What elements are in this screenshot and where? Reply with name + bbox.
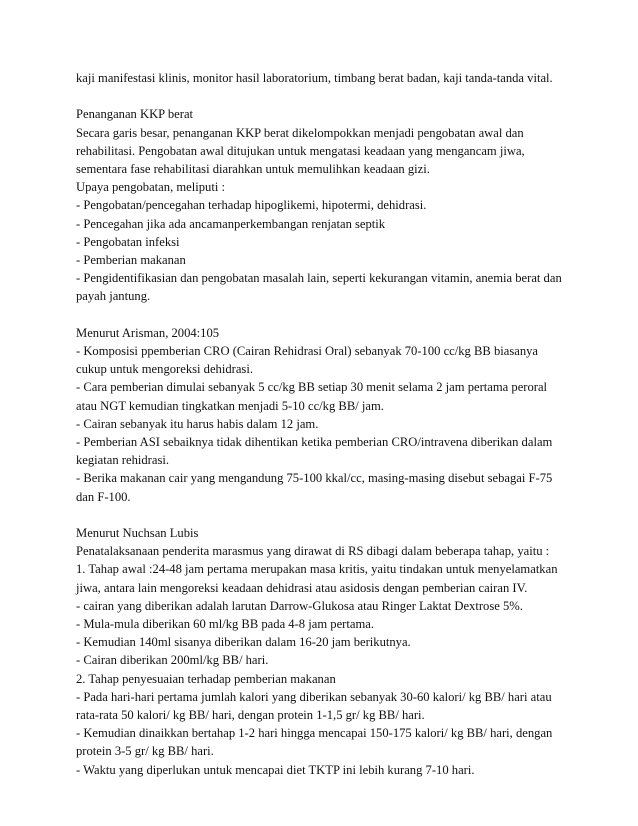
text-line: rata-rata 50 kalori/ kg BB/ hari, dengan protein 1-1,5 gr/ kg BB/ hari. xyxy=(76,708,425,723)
text-line: kaji manifestasi klinis, monitor hasil laboratorium, timbang berat badan, kaji tanda-tanda vital. xyxy=(76,71,553,85)
text-line: Penatalaksanaan penderita marasmus yang dirawat di RS dibagi dalam beberapa tahap, yaitu : xyxy=(76,544,550,559)
text-line: cukup untuk mengoreksi dehidrasi. xyxy=(76,362,253,377)
list-item: - Kemudian 140ml sisanya diberikan dalam 16-20 jam berikutnya. xyxy=(76,635,411,650)
text-line: protein 3-5 gr/ kg BB/ hari. xyxy=(76,744,214,759)
list-item: 1. Tahap awal :24-48 jam pertama merupakan masa kritis, yaitu tindakan untuk menyelamatkan xyxy=(76,562,558,577)
list-item: - Cairan sebanyak itu harus habis dalam 12 jam. xyxy=(76,416,319,431)
text-line: rehabilitasi. Pengobatan awal ditujukan untuk mengatasi keadaan yang mengancam jiwa, xyxy=(76,143,525,158)
text-line: atau NGT kemudian tingkatkan menjadi 5-10 cc/kg BB/ jam. xyxy=(76,398,384,413)
arisman-section xyxy=(76,324,576,506)
list-item: - Mula-mula diberikan 60 ml/kg BB pada 4-8 jam pertama. xyxy=(76,617,374,632)
list-item: - cairan yang diberikan adalah larutan Darrow-Glukosa atau Ringer Laktat Dextrose 5%. xyxy=(76,598,523,613)
intro-paragraph xyxy=(76,69,576,87)
lubis-section xyxy=(76,524,576,779)
paragraph-gap xyxy=(76,87,576,105)
list-item: - Kemudian dinaikkan bertahap 1-2 hari hingga mencapai 150-175 kalori/ kg BB/ hari, dengan xyxy=(76,726,553,741)
list-item: - Pengidentifikasian dan pengobatan masalah lain, seperti kekurangan vitamin, anemia berat dan xyxy=(76,271,562,286)
kkp-section xyxy=(76,105,576,305)
list-item: - Cairan diberikan 200ml/kg BB/ hari. xyxy=(76,653,269,668)
list-item: 2. Tahap penyesuaian terhadap pemberian makanan xyxy=(76,671,336,686)
text-line: Secara garis besar, penanganan KKP berat dikelompokkan menjadi pengobatan awal dan xyxy=(76,125,524,140)
text-line: sementara fase rehabilitasi diarahkan untuk memulihkan keadaan gizi. xyxy=(76,162,430,176)
section-heading: Penanganan KKP berat xyxy=(76,107,194,122)
list-item: - Pengobatan/pencegahan terhadap hipoglikemi, hipotermi, dehidrasi. xyxy=(76,198,427,213)
section-heading: Menurut Nuchsan Lubis xyxy=(76,526,199,541)
text-line: Upaya pengobatan, meliputi : xyxy=(76,180,225,195)
list-item: - Pada hari-hari pertama jumlah kalori yang diberikan sebanyak 30-60 kalori/ kg BB/ hari atau xyxy=(76,689,552,704)
list-item: - Waktu yang diperlukan untuk mencapai diet TKTP ini lebih kurang 7-10 hari. xyxy=(76,762,475,777)
list-item: - Pencegahan jika ada ancamanperkembangan renjatan septik xyxy=(76,216,386,231)
list-item: - Komposisi ppemberian CRO (Cairan Rehidrasi Oral) sebanyak 70-100 cc/kg BB biasanya xyxy=(76,344,539,359)
list-item: - Berika makanan cair yang mengandung 75-100 kkal/cc, masing-masing disebut sebagai F-75 xyxy=(76,471,553,486)
paragraph-gap xyxy=(76,306,576,324)
document-page xyxy=(76,69,576,779)
list-item: - Cara pemberian dimulai sebanyak 5 cc/kg BB setiap 30 menit selama 2 jam pertama peroral xyxy=(76,380,548,395)
list-item: - Pemberian makanan xyxy=(76,253,186,268)
list-item: - Pemberian ASI sebaiknya tidak dihentikan ketika pemberian CRO/intravena diberikan dalam xyxy=(76,435,553,450)
text-line: payah jantung. xyxy=(76,289,151,304)
paragraph-gap xyxy=(76,506,576,524)
text-line: jiwa, antara lain mengoreksi keadaan dehidrasi atau asidosis dengan pemberian cairan IV. xyxy=(76,580,528,595)
text-line: dan F-100. xyxy=(76,489,131,504)
list-item: - Pengobatan infeksi xyxy=(76,234,180,249)
section-heading: Menurut Arisman, 2004:105 xyxy=(76,325,220,340)
text-line: kegiatan rehidrasi. xyxy=(76,453,170,468)
